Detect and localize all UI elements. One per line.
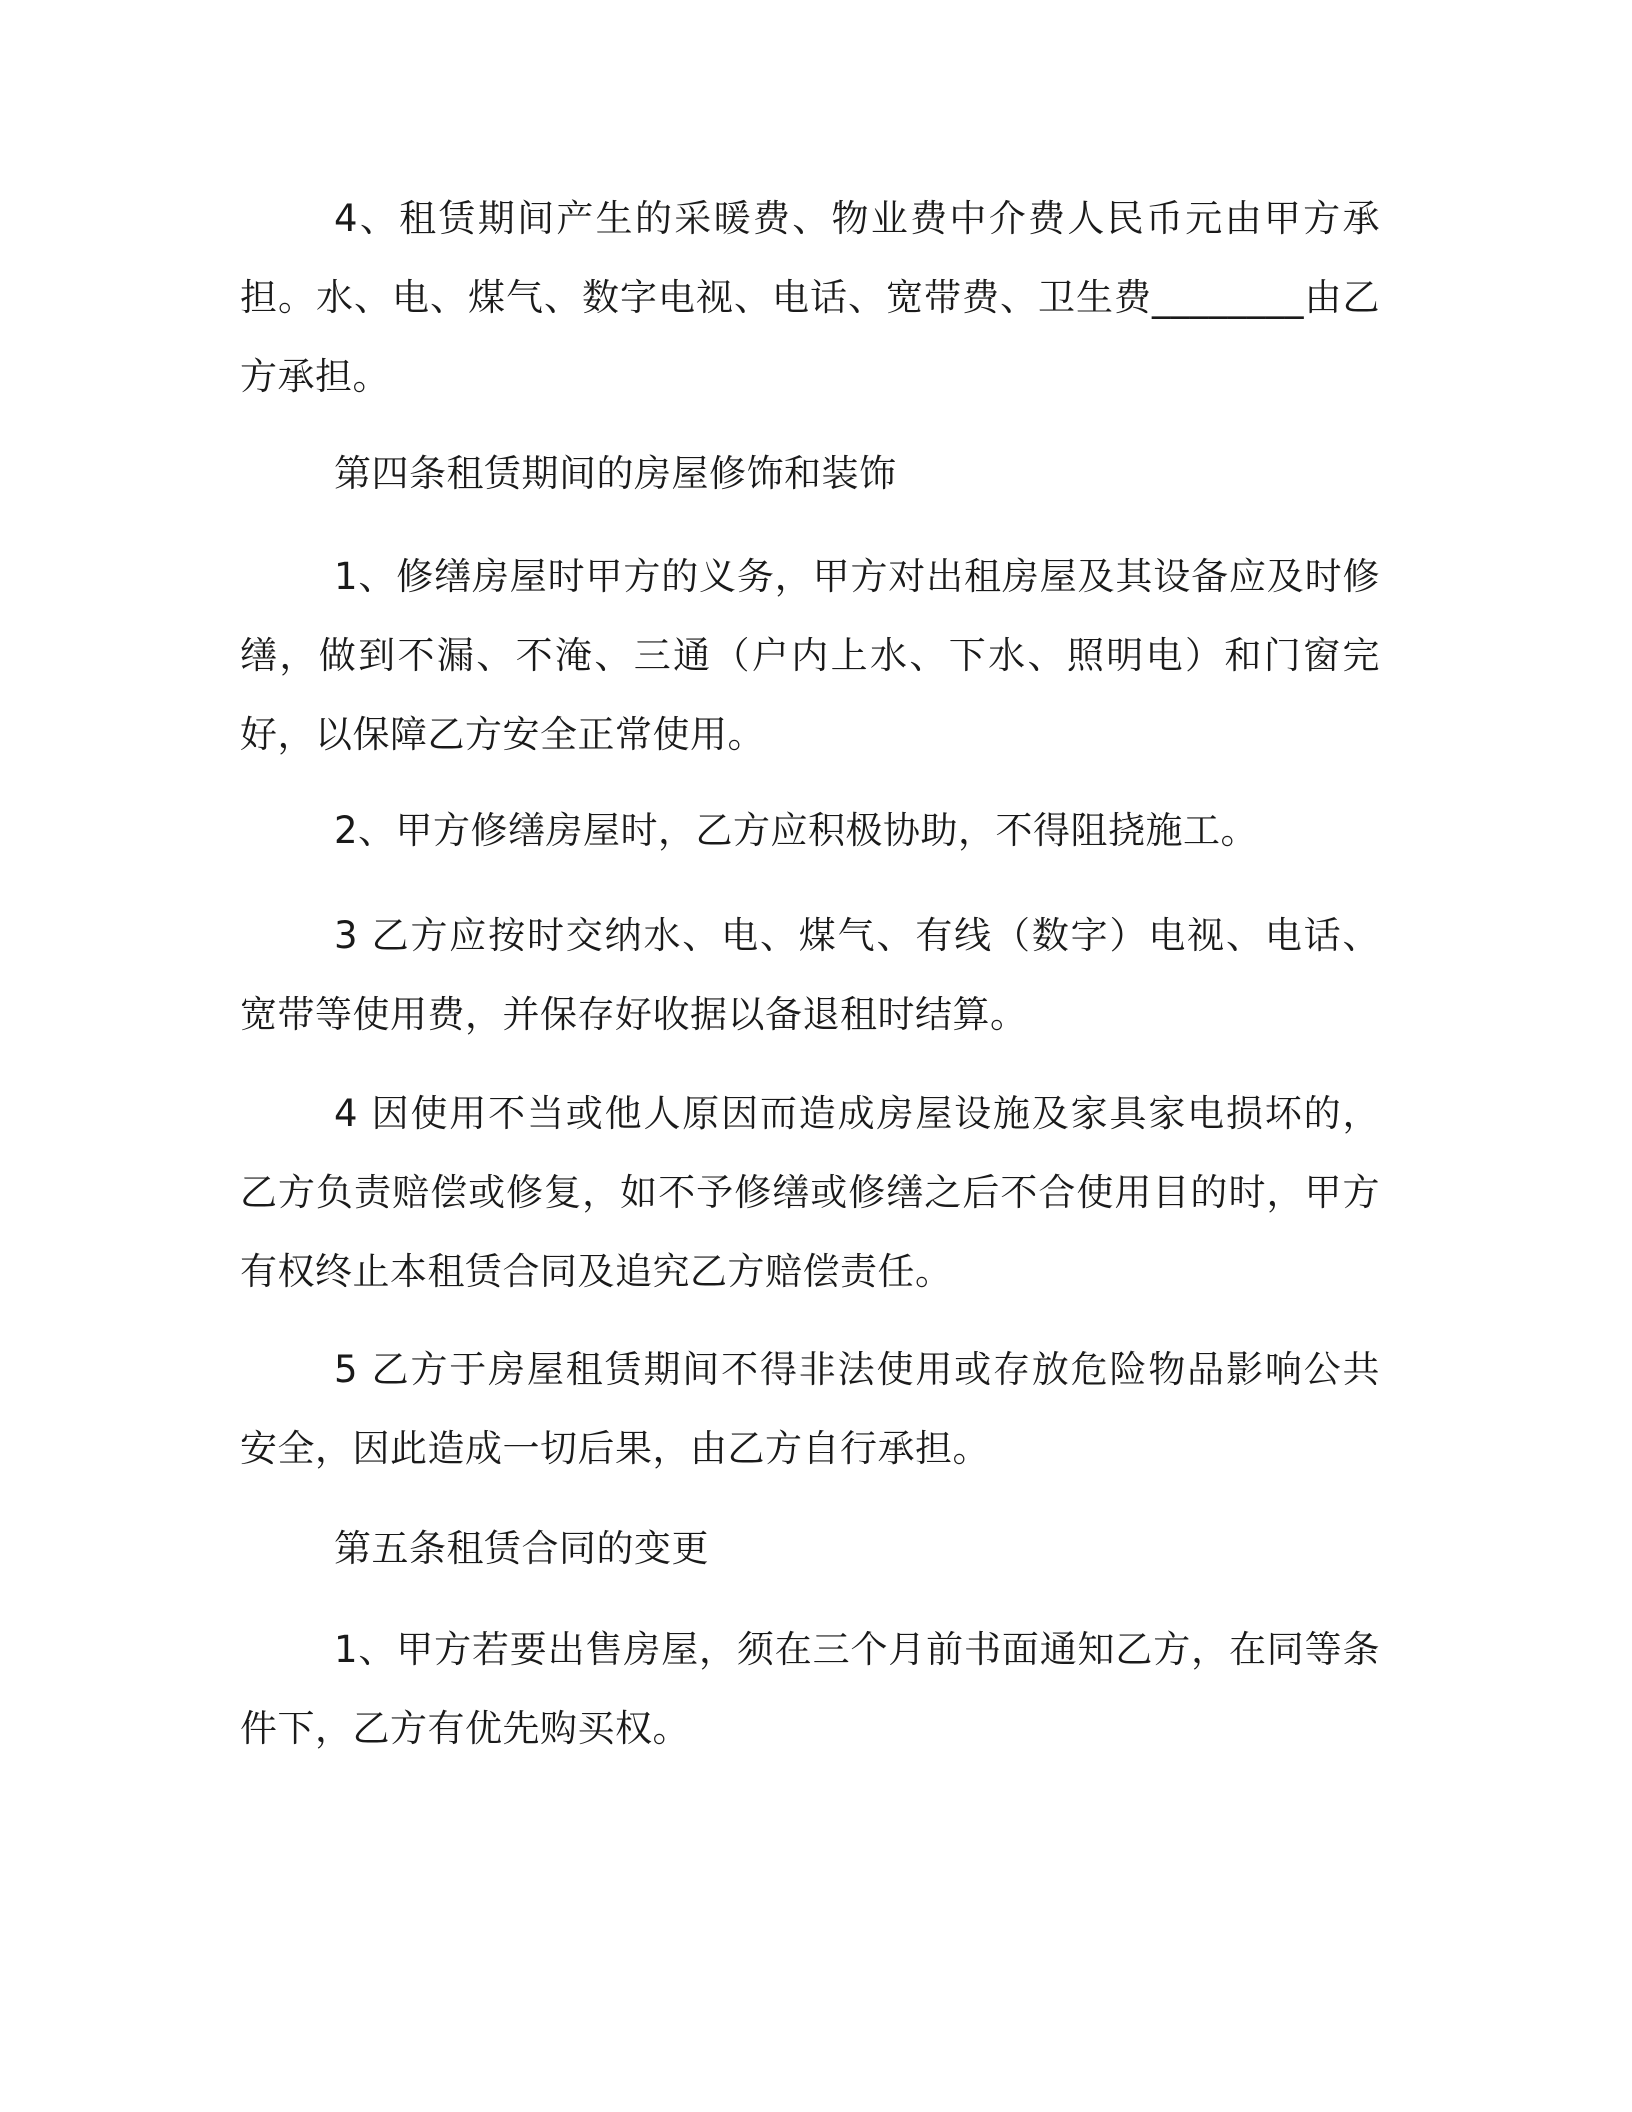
paragraph-repair-obligation: 1、修缮房屋时甲方的义务，甲方对出租房屋及其设备应及时修缮，做到不漏、不淹、三通（户内上水、下水、照明电）和门窗完好，以保障乙方安全正常使用。 [240, 555, 1380, 756]
section-heading-article-4: 第四条租赁期间的房屋修饰和装饰 [334, 452, 897, 495]
paragraph-utility-fees: 4、租赁期间产生的采暖费、物业费中介费人民币元由甲方承担。水、电、煤气、数字电视、电话、宽带费、卫生费________由乙方承担。 [240, 197, 1380, 398]
paragraph-cooperation: 2、甲方修缮房屋时，乙方应积极协助，不得阻挠施工。 [334, 809, 1259, 852]
paragraph-fee-payment: 3 乙方应按时交纳水、电、煤气、有线（数字）电视、电话、宽带等使用费，并保存好收据以备退租时结算。 [240, 914, 1380, 1036]
section-heading-article-5: 第五条租赁合同的变更 [334, 1527, 709, 1570]
paragraph-dangerous-goods: 5 乙方于房屋租赁期间不得非法使用或存放危险物品影响公共安全，因此造成一切后果，由乙方自行承担。 [240, 1348, 1380, 1470]
paragraph-sale-notice: 1、甲方若要出售房屋，须在三个月前书面通知乙方，在同等条件下，乙方有优先购买权。 [240, 1628, 1380, 1750]
paragraph-damage-liability: 4 因使用不当或他人原因而造成房屋设施及家具家电损坏的，乙方负责赔偿或修复，如不予修缮或修缮之后不合使用目的时，甲方有权终止本租赁合同及追究乙方赔偿责任。 [240, 1092, 1380, 1293]
